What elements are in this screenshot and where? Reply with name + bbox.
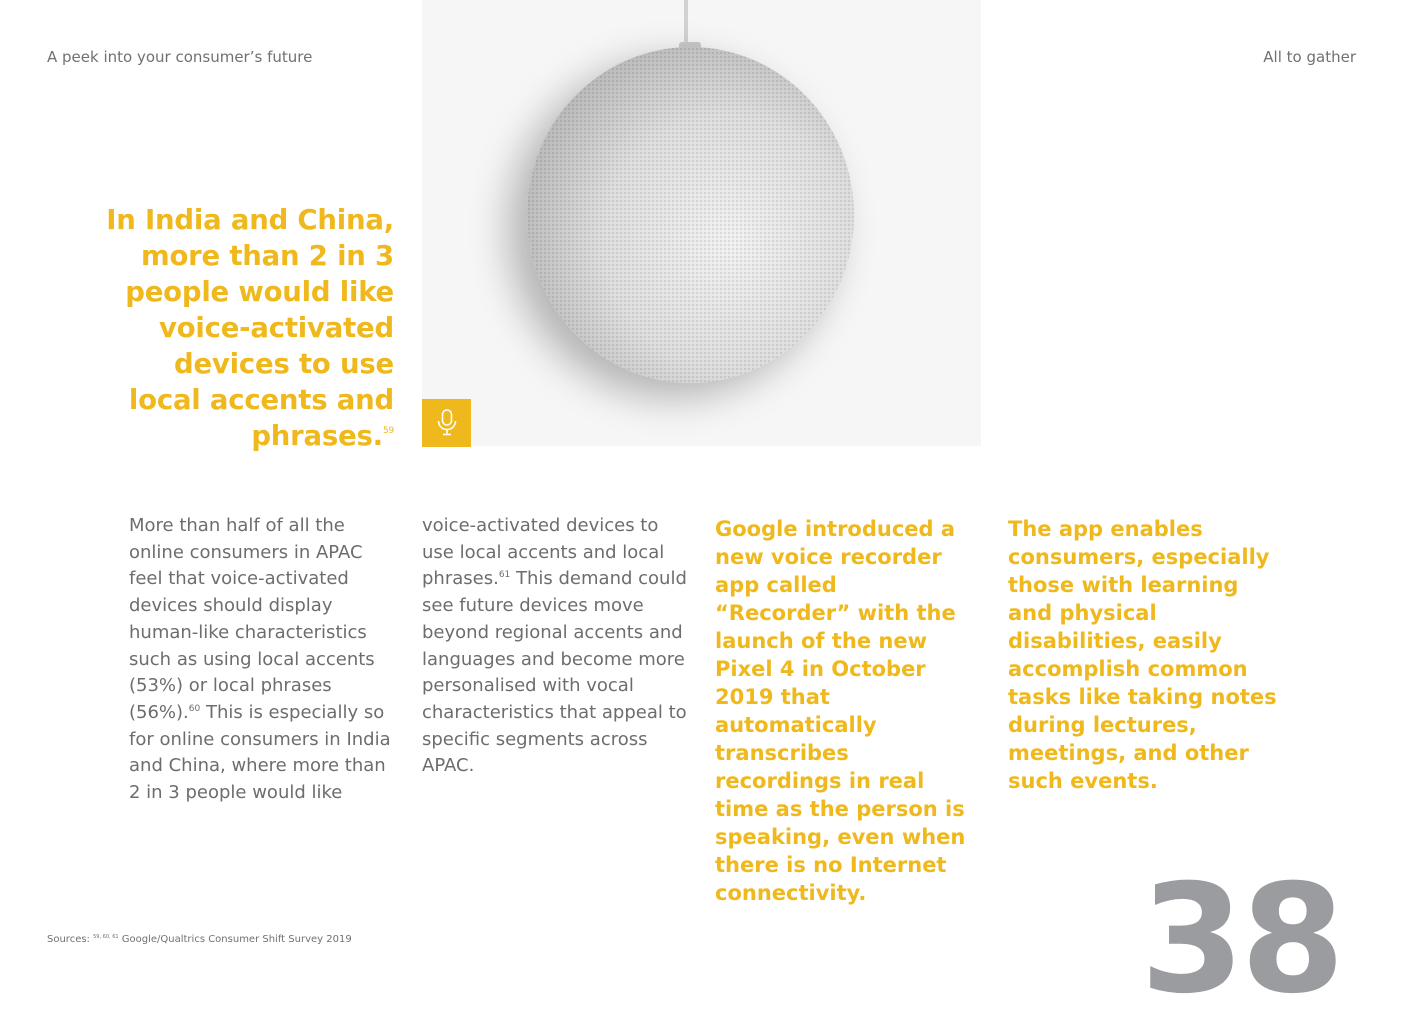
sources-refs: 59, 60, 61: [93, 934, 119, 940]
body-column-1: [129, 513, 391, 807]
body-column-1-text-a: More than half of all the online consumers in APAC feel that voice-activated devices should display human-like characteristics such as using local accents (53%) or local phrases (56%).: [129, 515, 375, 723]
microphone-badge: [422, 399, 471, 447]
highlight-column-4: The app enables consumers, especially those with learning and physical disabilities, easily accomplish common tasks like taking notes during lectures, meetings, and other such events.: [1008, 517, 1277, 793]
pull-quote: [100, 202, 394, 454]
body-column-1-text-b: This is especially so for online consumers in India and China, where more than 2 in 3 people would like: [129, 701, 391, 804]
microphone-icon: [436, 409, 458, 437]
highlight-column-3: Google introduced a new voice recorder app called “Recorder” with the launch of the new Pixel 4 in October 2019 that automatically transcribes recordings in real time as the person is speaking, even when there is no Internet connectivity.: [715, 517, 966, 905]
body-column-2-text-a: voice-activated devices to use local accents and local phrases.: [422, 515, 665, 590]
sources-text: Google/Qualtrics Consumer Shift Survey 2019: [118, 934, 352, 945]
sources-footnote: [47, 934, 352, 945]
pull-quote-text: In India and China, more than 2 in 3 people would like voice-activated devices to use local accents and phrases.: [106, 204, 394, 452]
body-column-2-text-b: This demand could see future devices move beyond regional accents and languages and become more personalised with vocal characteristics that appeal to specific segments across APAC.: [422, 568, 687, 777]
page-number: 38: [1140, 853, 1341, 1027]
footnote-ref-61: 61: [498, 570, 511, 581]
pull-quote-footnote-ref: 59: [382, 426, 394, 436]
speaker-cord: [684, 0, 688, 44]
running-header-right: All to gather: [1263, 48, 1356, 66]
smart-speaker: [527, 47, 854, 383]
footnote-ref-60: 60: [188, 703, 201, 714]
body-column-2: [422, 513, 690, 780]
running-header-left: A peek into your consumer’s future: [47, 48, 313, 66]
sources-label: Sources:: [47, 934, 90, 945]
